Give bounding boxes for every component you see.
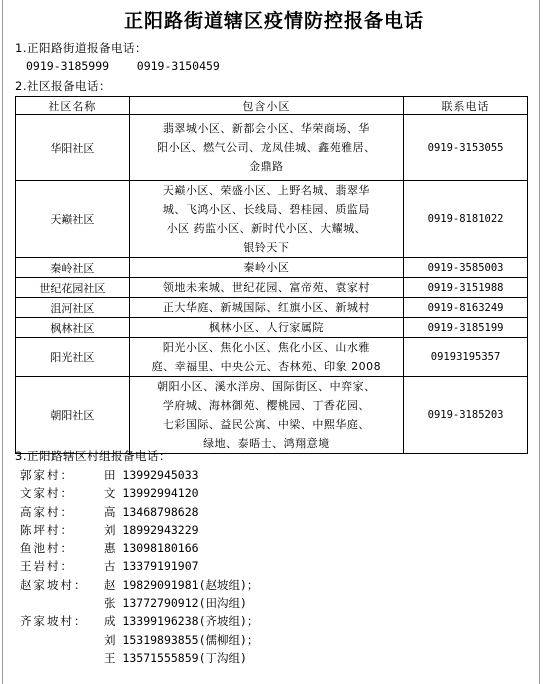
table-row	[16, 258, 528, 278]
table-row	[16, 338, 528, 377]
community-areas	[129, 377, 403, 454]
village-row	[20, 521, 258, 539]
village-list	[20, 466, 258, 667]
village-name: 鱼池村：	[20, 541, 74, 556]
area-line: 秦岭小区	[243, 261, 290, 274]
community-name: 华阳社区	[16, 115, 130, 181]
community-name: 枫林社区	[16, 318, 130, 338]
village-row	[20, 649, 258, 667]
village-contact: 张 13772790912(田沟组)	[104, 596, 247, 611]
area-line: 金鼎路	[249, 160, 284, 173]
area-line: 枫林小区、人行家属院	[208, 321, 324, 334]
village-contact: 田 13992945033	[104, 468, 199, 482]
community-phone: 0919-3585003	[404, 258, 528, 278]
community-table	[15, 96, 528, 454]
community-areas	[129, 258, 403, 278]
village-contact: 赵 19829091981(赵坡组)；	[104, 577, 259, 592]
village-contact: 高 13468798628	[104, 504, 199, 519]
village-name: 郭家村：	[20, 468, 74, 482]
village-name	[20, 594, 104, 612]
village-contact: 刘 18992943229	[104, 522, 199, 537]
community-phone: 0919-8163249	[404, 298, 528, 318]
page-right-border	[539, 0, 540, 684]
village-row	[20, 503, 258, 521]
village-row	[20, 612, 258, 630]
community-phone: 0919-3151988	[404, 278, 528, 298]
community-name: 阳光社区	[16, 338, 130, 377]
page-left-border	[2, 0, 3, 684]
section1-phones: 0919-3185999 0919-3150459	[26, 59, 220, 73]
section2-heading: 2.社区报备电话：	[15, 79, 111, 93]
village-name: 赵家坡村：	[20, 577, 88, 592]
village-row	[20, 576, 258, 594]
community-table-header	[16, 97, 528, 115]
community-name: 沮河社区	[16, 298, 130, 318]
community-areas	[129, 278, 403, 298]
village-contact: 王 13571555859(丁沟组)	[104, 650, 247, 665]
area-line: 小区 药监小区、新时代小区、大耀城、	[166, 222, 367, 235]
area-line: 翡翠城小区、新都会小区、华荣商场、华	[162, 122, 370, 135]
area-line: 阳小区、燃气公司、龙凤佳城、鑫苑雅居、	[157, 141, 376, 154]
community-areas	[129, 181, 403, 258]
village-contact: 成 13399196238(齐坡组)；	[104, 614, 259, 629]
village-row	[20, 631, 258, 649]
header-community-name: 社区名称	[16, 97, 130, 115]
village-contact: 惠 13098180166	[104, 541, 199, 556]
village-name	[20, 631, 104, 649]
area-line: 阳光小区、焦化小区、焦化小区、山水雅	[162, 341, 370, 354]
community-phone: 09193195357	[404, 338, 528, 377]
village-row	[20, 466, 258, 484]
community-areas	[129, 115, 403, 181]
table-row	[16, 278, 528, 298]
community-areas	[129, 318, 403, 338]
community-phone: 0919-8181022	[404, 181, 528, 258]
community-name: 朝阳社区	[16, 377, 130, 454]
community-phone: 0919-3153055	[404, 115, 528, 181]
village-contact: 刘 15319893855(儒柳组)；	[104, 632, 259, 647]
village-row	[20, 594, 258, 612]
community-phone: 0919-3185203	[404, 377, 528, 454]
table-row	[16, 318, 528, 338]
area-line: 庭、幸福里、中央公元、杏林苑、印象 2008	[151, 360, 382, 373]
village-name: 文家村：	[20, 486, 74, 501]
header-included-areas: 包含小区	[129, 97, 403, 115]
table-row	[16, 181, 528, 258]
area-line: 朝阳小区、溪水洋房、国际街区、中弈家、	[157, 380, 376, 393]
community-areas	[129, 338, 403, 377]
village-name: 齐家坡村：	[20, 614, 88, 629]
area-line: 绿地、泰晤士、鸿翔意境	[203, 437, 330, 450]
community-name: 天巅社区	[16, 181, 130, 258]
table-row	[16, 298, 528, 318]
village-contact: 古 13379191907	[104, 559, 199, 574]
header-contact-phone: 联系电话	[404, 97, 528, 115]
village-row	[20, 557, 258, 575]
area-line: 天巅小区、荣盛小区、上野名城、翡翠华	[162, 184, 370, 197]
village-name: 陈坪村：	[20, 522, 74, 537]
page-title: 正阳路街道辖区疫情防控报备电话	[123, 10, 424, 32]
area-line: 银铃天下	[243, 241, 290, 254]
area-line: 正大华庭、新城国际、红旗小区、新城村	[162, 301, 370, 314]
village-row	[20, 484, 258, 502]
community-areas	[129, 298, 403, 318]
village-name: 王岩村：	[20, 559, 74, 574]
area-line: 学府城、海林御苑、樱桃园、丁香花园、	[162, 399, 370, 412]
table-row	[16, 115, 528, 181]
community-phone: 0919-3185199	[404, 318, 528, 338]
section1-heading: 1.正阳路街道报备电话：	[15, 41, 147, 55]
village-contact: 文 13992994120	[104, 486, 199, 501]
community-name: 世纪花园社区	[16, 278, 130, 298]
village-row	[20, 539, 258, 557]
community-name: 秦岭社区	[16, 258, 130, 278]
area-line: 城、飞鸿小区、长线局、碧桂园、质监局	[162, 203, 370, 216]
area-line: 七彩国际、益民公寓、中梁、中熙华庭、	[162, 418, 370, 431]
village-name	[20, 649, 104, 667]
village-name: 高家村：	[20, 504, 74, 519]
area-line: 领地未来城、世纪花园、富帝苑、袁家村	[162, 281, 370, 294]
table-row	[16, 377, 528, 454]
section3-heading: 3.正阳路辖区村组报备电话：	[15, 449, 171, 463]
